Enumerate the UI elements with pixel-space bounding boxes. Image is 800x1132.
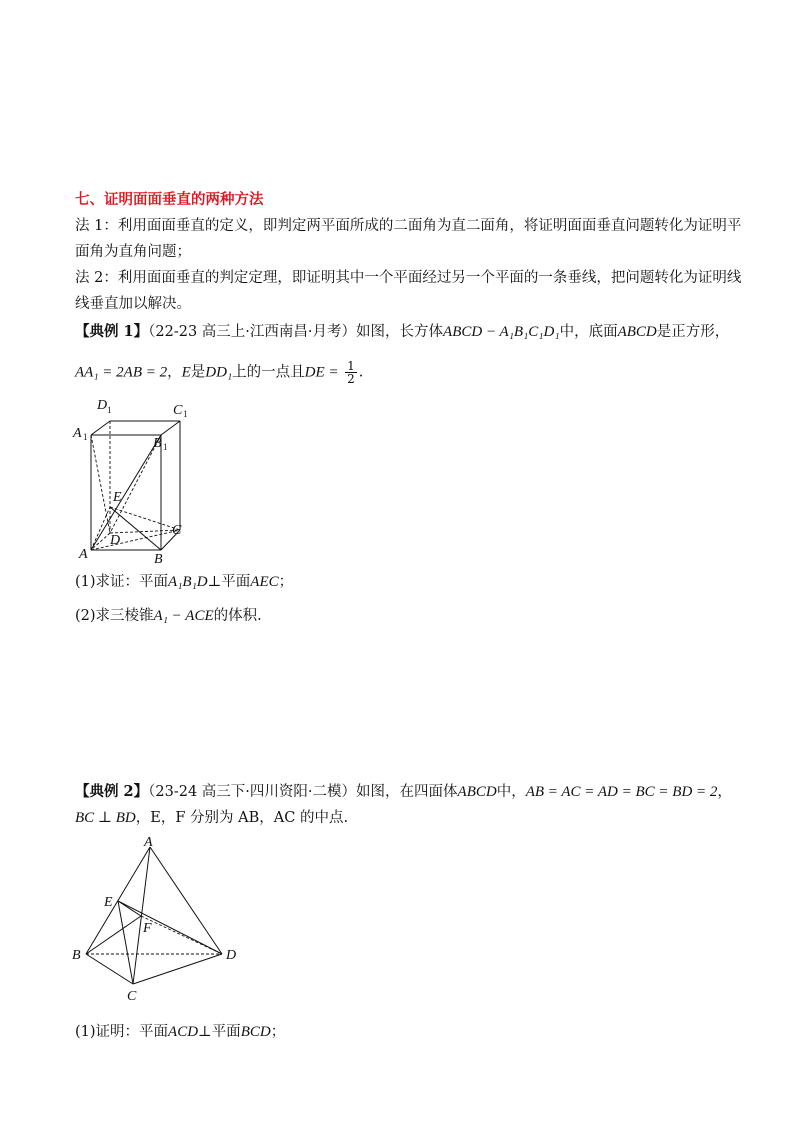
label-f: F <box>143 921 152 936</box>
example1-sep: ， <box>167 364 182 381</box>
example1-mid: 中，底面 <box>559 324 618 340</box>
example1-point-e: E <box>181 364 191 381</box>
label-e: E <box>104 895 113 910</box>
example2-statement-line2 <box>75 808 348 828</box>
ex2-q1-end: ； <box>270 1024 286 1040</box>
section-heading: 七、证明面面垂直的两种方法 <box>75 192 264 208</box>
example1-statement-line2 <box>75 360 363 385</box>
example1-question1 <box>75 572 293 592</box>
label-a1-sub: 1 <box>83 432 88 442</box>
example1-source: （22-23 高三上·江西南昌·月考）如图，长方体 <box>148 324 444 340</box>
fraction-denominator: 2 <box>347 372 355 386</box>
label-a1: A <box>73 426 82 441</box>
example1-tail: 是正方形， <box>656 324 730 340</box>
q1-plane2: AEC <box>250 574 279 590</box>
example2-comma: ， <box>717 784 732 800</box>
label-d1: D <box>97 398 108 413</box>
q2-prefix: (2)求三棱锥 <box>75 608 154 624</box>
ex2-q1-plane1: ACD <box>168 1024 199 1040</box>
example1-tag: 【典例 1】 <box>75 323 149 340</box>
figure1-cuboid <box>70 395 200 565</box>
label-c1-sub: 1 <box>183 409 188 419</box>
label-e: E <box>113 490 122 505</box>
label-b: B <box>72 948 81 963</box>
label-c: C <box>127 989 137 1004</box>
example1-cond1: AA₁ = 2AB = 2 <box>75 364 168 381</box>
q1-perp: ⊥ <box>207 574 222 590</box>
label-a: A <box>79 547 88 562</box>
example1-de: DE = <box>304 364 339 381</box>
method1-line1: 法 1：利用面面垂直的定义，即判定两平面所成的二面角为直二面角，将证明面面垂直问题转化为证明平 <box>75 218 742 234</box>
method2-line2: 线垂直加以解决。 <box>75 296 191 312</box>
label-d1-sub: 1 <box>107 405 112 415</box>
label-d: D <box>110 533 121 548</box>
method1-line2: 面角为直角问题； <box>75 244 191 260</box>
ex2-q1-mid: 平面 <box>211 1024 241 1040</box>
example2-tag: 【典例 2】 <box>75 783 149 800</box>
example2-mid: 中， <box>496 784 526 800</box>
example2-statement-line1 <box>75 782 732 802</box>
example2-ef-text: ，E，F 分别为 AB，AC 的中点. <box>135 810 349 826</box>
label-a: A <box>144 835 153 850</box>
example1-period: . <box>358 364 364 381</box>
ex2-q1-plane2: BCD <box>240 1024 271 1040</box>
example1-is: 是 <box>190 364 206 381</box>
example2-cond: AB = AC = AD = BC = BD = 2 <box>525 784 718 800</box>
q1-end: ； <box>278 574 294 590</box>
method2-line1: 法 2：利用面面垂直的判定定理，即证明其中一个平面经过另一个平面的一条垂线，把问题转化为证明线 <box>75 270 742 286</box>
example2-question1 <box>75 1022 285 1042</box>
example1-statement-line1 <box>75 322 729 342</box>
example1-solid: ABCD − A₁B₁C₁D₁ <box>443 324 560 340</box>
label-b: B <box>154 552 163 565</box>
ex2-q1-prefix: (1)证明：平面 <box>75 1024 169 1040</box>
q1-plane1: A₁B₁D <box>168 574 208 590</box>
example1-base: ABCD <box>617 324 657 340</box>
figure2-tetrahedron <box>70 835 245 1005</box>
label-b1-sub: 1 <box>163 442 168 452</box>
ex2-q1-perp: ⊥ <box>198 1024 212 1040</box>
q1-mid: 平面 <box>221 574 251 590</box>
fraction-numerator: 1 <box>347 359 355 373</box>
example1-dd1: DD₁ <box>205 364 233 381</box>
example1-question2 <box>75 606 262 626</box>
example2-source: （23-24 高三下·四川资阳·二模）如图，在四面体 <box>148 784 458 800</box>
example2-cond2: BC ⊥ BD <box>75 810 136 826</box>
label-c: C <box>172 523 182 538</box>
q2-solid: A₁ − ACE <box>153 608 214 624</box>
example1-cond2-text: 上的一点且 <box>232 364 305 381</box>
q1-prefix: (1)求证：平面 <box>75 574 169 590</box>
label-d: D <box>226 948 237 963</box>
example1-fraction <box>345 360 357 385</box>
label-b1: B <box>153 436 162 451</box>
example2-tetra: ABCD <box>457 784 497 800</box>
q2-end: 的体积. <box>213 608 262 624</box>
label-c1: C <box>173 403 183 418</box>
